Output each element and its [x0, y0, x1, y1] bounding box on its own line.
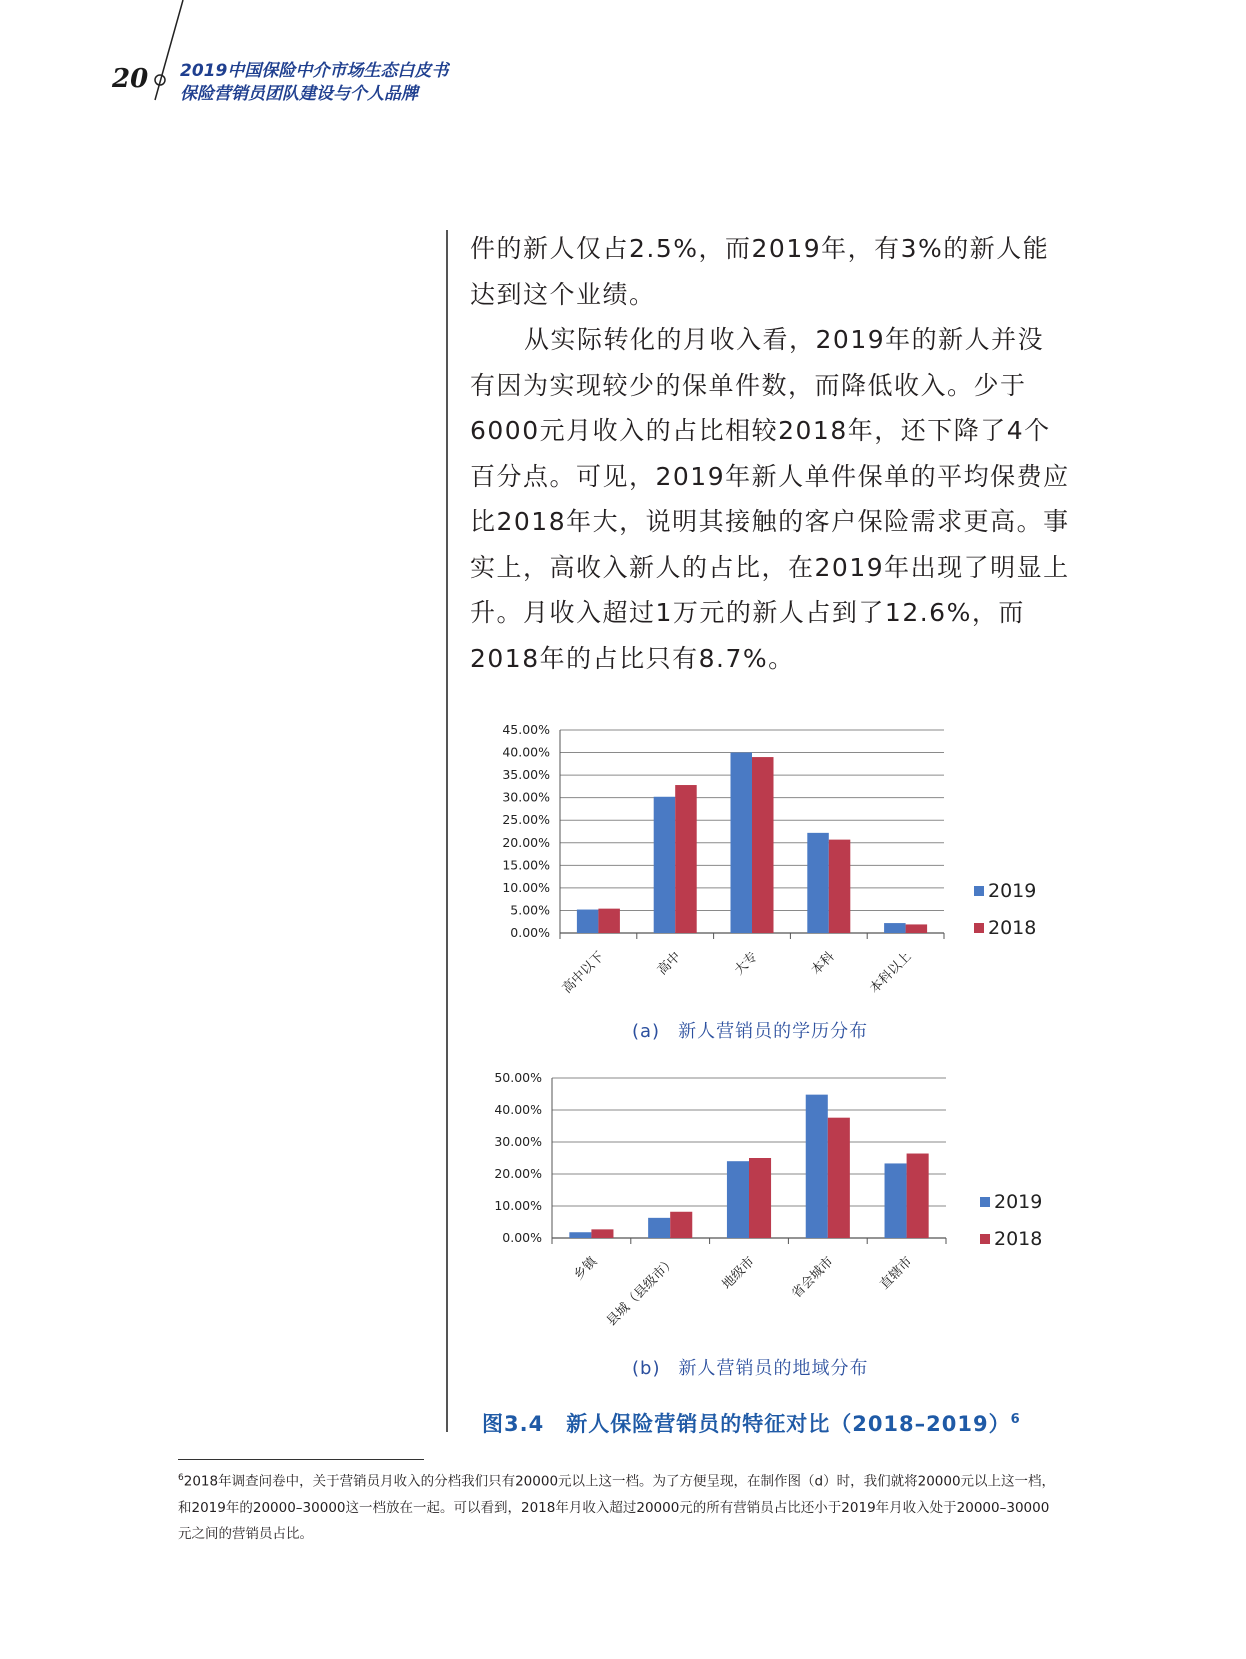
chart-education-svg [464, 718, 1064, 1018]
caption-a [632, 1017, 868, 1043]
y-tick-label: 20.00% [502, 834, 550, 850]
chart-education [464, 718, 1064, 1022]
bar-2018 [591, 1229, 613, 1238]
legend-label-2019: 2019 [988, 880, 1037, 902]
caption-a-text: 新人营销员的学历分布 [678, 1021, 869, 1042]
running-header-line2: 保险营销员团队建设与个人品牌 [180, 84, 418, 104]
x-tick-label: 省会城市 [789, 1254, 837, 1302]
bar-2019 [884, 923, 906, 933]
caption-b-text: 新人营销员的地域分布 [678, 1358, 869, 1379]
chart-region-svg [464, 1064, 1064, 1364]
y-tick-label: 15.00% [502, 857, 550, 873]
running-header [180, 60, 448, 106]
bar-2018 [906, 924, 928, 933]
y-tick-label: 0.00% [510, 925, 550, 940]
legend-label-2019: 2019 [994, 1191, 1043, 1213]
y-tick-label: 50.00% [494, 1070, 542, 1085]
x-tick-label: 本科以上 [867, 949, 915, 997]
y-tick-label: 20.00% [494, 1166, 542, 1181]
figure-title-text: 新人保险营销员的特征对比（2018–2019） [566, 1412, 1011, 1436]
bar-2019 [807, 833, 829, 933]
y-tick-label: 5.00% [510, 902, 550, 918]
figure-number: 图3.4 [482, 1412, 545, 1436]
caption-b-label: (b) [632, 1358, 661, 1379]
bar-2018 [829, 840, 851, 933]
column-rule [446, 230, 448, 1432]
y-tick-label: 40.00% [502, 744, 550, 760]
paragraph-2: 从实际转化的月收入看，2019年的新人并没有因为实现较少的保单件数，而降低收入。少于6000元月收入的占比相较2018年，还下降了4个百分点。可见，2019年新人单件保单的平均保费应比2018年大，说明其接触的客户保险需求更高。事实上，高收入新人的占比，在2019年出现了明显上升。月收入超过1万元的新人占到了12.6%，而2018年的占比只有8.7%。 [470, 325, 1070, 673]
x-tick-label: 乡镇 [571, 1254, 601, 1284]
bar-2019 [577, 910, 599, 933]
y-tick-label: 35.00% [502, 767, 550, 783]
bar-2018 [670, 1212, 692, 1238]
footnote-text: 2018年调查问卷中，关于营销员月收入的分档我们只有20000元以上这一档。为了方便呈现，在制作图（d）时，我们就将20000元以上这一档，和2019年的20000–30000这一档放在一起。可以看到，2018年月收入超过20000元的所有营销员占比还小于2019年月收入处于20000–30000元之间的营销员占比。 [178, 1473, 1056, 1542]
bar-2019 [727, 1161, 749, 1238]
bar-2019 [569, 1232, 591, 1238]
bar-2018 [598, 909, 620, 933]
page-number: 20 [112, 64, 149, 94]
x-tick-label: 直辖市 [877, 1254, 916, 1293]
figure-footnote-ref: 6 [1010, 1412, 1021, 1427]
y-tick-label: 10.00% [502, 879, 550, 895]
legend-swatch-2018 [974, 923, 984, 933]
x-tick-label: 高中以下 [559, 949, 608, 997]
y-tick-label: 40.00% [494, 1102, 542, 1117]
bar-2019 [806, 1095, 828, 1238]
bar-2018 [828, 1118, 850, 1238]
running-header-line1: 2019中国保险中介市场生态白皮书 [180, 61, 449, 81]
figure-title [482, 1408, 1021, 1438]
bar-2018 [752, 757, 774, 933]
footnote [178, 1465, 1058, 1547]
caption-b [632, 1354, 868, 1380]
legend-label-2018: 2018 [988, 917, 1037, 939]
paragraph-1: 件的新人仅占2.5%，而2019年，有3%的新人能达到这个业绩。 [470, 234, 1050, 309]
bar-2018 [675, 785, 697, 933]
body-text [470, 226, 1070, 681]
bar-2019 [654, 797, 676, 933]
y-tick-label: 30.00% [502, 789, 550, 805]
x-tick-label: 县城（县级市） [604, 1254, 680, 1330]
footnote-ref: 6 [178, 1473, 184, 1483]
y-tick-label: 10.00% [494, 1198, 542, 1213]
bar-2019 [885, 1163, 907, 1238]
y-tick-label: 25.00% [502, 812, 550, 828]
x-tick-label: 高中 [655, 949, 685, 979]
y-tick-label: 45.00% [502, 722, 550, 737]
y-tick-label: 0.00% [502, 1230, 542, 1245]
bar-2019 [648, 1218, 670, 1238]
x-tick-label: 本科 [808, 949, 838, 979]
footnote-rule [178, 1459, 424, 1460]
caption-a-label: (a) [632, 1021, 661, 1042]
x-tick-label: 地级市 [719, 1254, 758, 1293]
legend-swatch-2019 [980, 1197, 990, 1207]
bar-2018 [907, 1154, 929, 1238]
legend-swatch-2018 [980, 1234, 990, 1244]
y-tick-label: 30.00% [494, 1134, 542, 1149]
bar-2018 [749, 1158, 771, 1238]
header-decorative-line [0, 0, 200, 110]
bar-2019 [730, 753, 752, 933]
legend-label-2018: 2018 [994, 1228, 1043, 1250]
x-tick-label: 大专 [731, 949, 761, 979]
chart-region [464, 1064, 1064, 1368]
legend-swatch-2019 [974, 886, 984, 896]
